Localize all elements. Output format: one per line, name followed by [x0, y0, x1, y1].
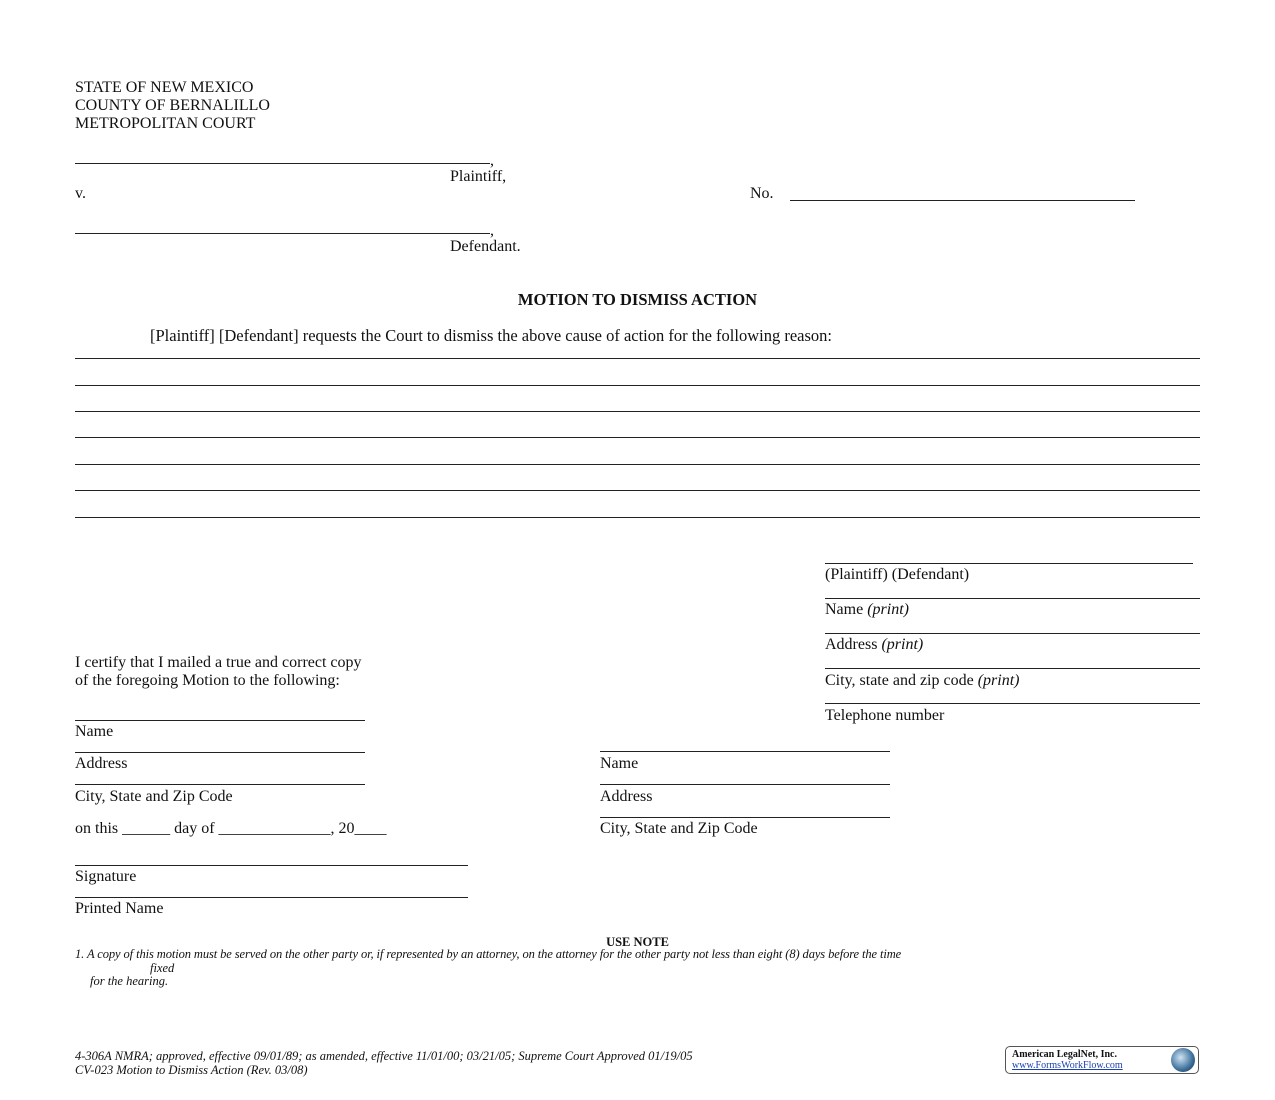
signature-label: Signature — [75, 868, 137, 885]
recipient1-name-blank[interactable] — [75, 720, 365, 721]
party-label: (Plaintiff) (Defendant) — [825, 566, 970, 583]
reason-line[interactable] — [75, 385, 1200, 386]
date-line[interactable]: on this ______ day of ______________, 20____ — [75, 820, 387, 837]
plaintiff-label: Plaintiff, — [450, 168, 507, 185]
signer-name-blank[interactable] — [825, 598, 1200, 599]
reason-line[interactable] — [75, 358, 1200, 359]
court-state: STATE OF NEW MEXICO — [75, 79, 254, 96]
use-note-heading: USE NOTE — [606, 935, 669, 949]
signer-city-label: City, state and zip code (print) — [825, 672, 1020, 689]
defendant-label: Defendant. — [450, 238, 521, 255]
recipient2-name-blank[interactable] — [600, 751, 890, 752]
signer-telephone-blank[interactable] — [825, 703, 1200, 704]
footer-form-id: CV-023 Motion to Dismiss Action (Rev. 03/08) — [75, 1063, 308, 1077]
reason-line[interactable] — [75, 490, 1200, 491]
reason-line[interactable] — [75, 437, 1200, 438]
certificate-text-1: I certify that I mailed a true and correct copy — [75, 654, 362, 671]
signer-address-label: Address (print) — [825, 636, 924, 653]
printed-name-label: Printed Name — [75, 900, 164, 917]
court-county: COUNTY OF BERNALILLO — [75, 97, 270, 114]
forms-workflow-link[interactable]: www.FormsWorkFlow.com — [1012, 1060, 1123, 1071]
reason-line[interactable] — [75, 517, 1200, 518]
signer-telephone-label: Telephone number — [825, 707, 945, 724]
use-note-text-3: for the hearing. — [90, 974, 169, 988]
party-signature-blank[interactable] — [825, 563, 1193, 564]
case-no-label: No. — [750, 185, 774, 202]
page-title: MOTION TO DISMISS ACTION — [517, 290, 758, 309]
american-legalnet-logo[interactable]: American LegalNet, Inc. www.FormsWorkFlow.com — [1005, 1046, 1199, 1074]
recipient1-address-label: Address — [75, 755, 128, 772]
recipient2-city-label: City, State and Zip Code — [600, 820, 758, 837]
court-name: METROPOLITAN COURT — [75, 115, 256, 132]
recipient1-city-label: City, State and Zip Code — [75, 788, 233, 805]
recipient2-name-label: Name — [600, 755, 639, 772]
signer-name-label: Name (print) — [825, 601, 909, 618]
request-text: [Plaintiff] [Defendant] requests the Court to dismiss the above cause of action for the following reason: — [150, 326, 832, 345]
versus-label: v. — [75, 185, 86, 202]
reason-line[interactable] — [75, 464, 1200, 465]
certificate-text-2: of the foregoing Motion to the following: — [75, 672, 340, 689]
footer-rule-citation: 4-306A NMRA; approved, effective 09/01/89; as amended, effective 11/01/00; 03/21/05; Supreme Court Approved 01/19/05 — [75, 1049, 693, 1063]
use-note-text-2: fixed — [150, 961, 175, 975]
printed-name-blank[interactable] — [75, 897, 468, 898]
use-note-text-1: 1. A copy of this motion must be served on the other party or, if represented by an attorney, on the attorney for the other party not less than eight (8) days before the time — [75, 947, 902, 961]
signer-city-blank[interactable] — [825, 668, 1200, 669]
recipient2-address-blank[interactable] — [600, 784, 890, 785]
case-number-blank[interactable] — [790, 200, 1135, 201]
signature-blank[interactable] — [75, 865, 468, 866]
recipient1-address-blank[interactable] — [75, 752, 365, 753]
defendant-name-blank[interactable] — [75, 233, 490, 234]
recipient1-name-label: Name — [75, 723, 114, 740]
recipient1-city-blank[interactable] — [75, 784, 365, 785]
reason-line[interactable] — [75, 411, 1200, 412]
recipient2-address-label: Address — [600, 788, 653, 805]
globe-icon — [1171, 1048, 1195, 1072]
signer-address-blank[interactable] — [825, 633, 1200, 634]
recipient2-city-blank[interactable] — [600, 817, 890, 818]
plaintiff-name-blank[interactable] — [75, 163, 490, 164]
